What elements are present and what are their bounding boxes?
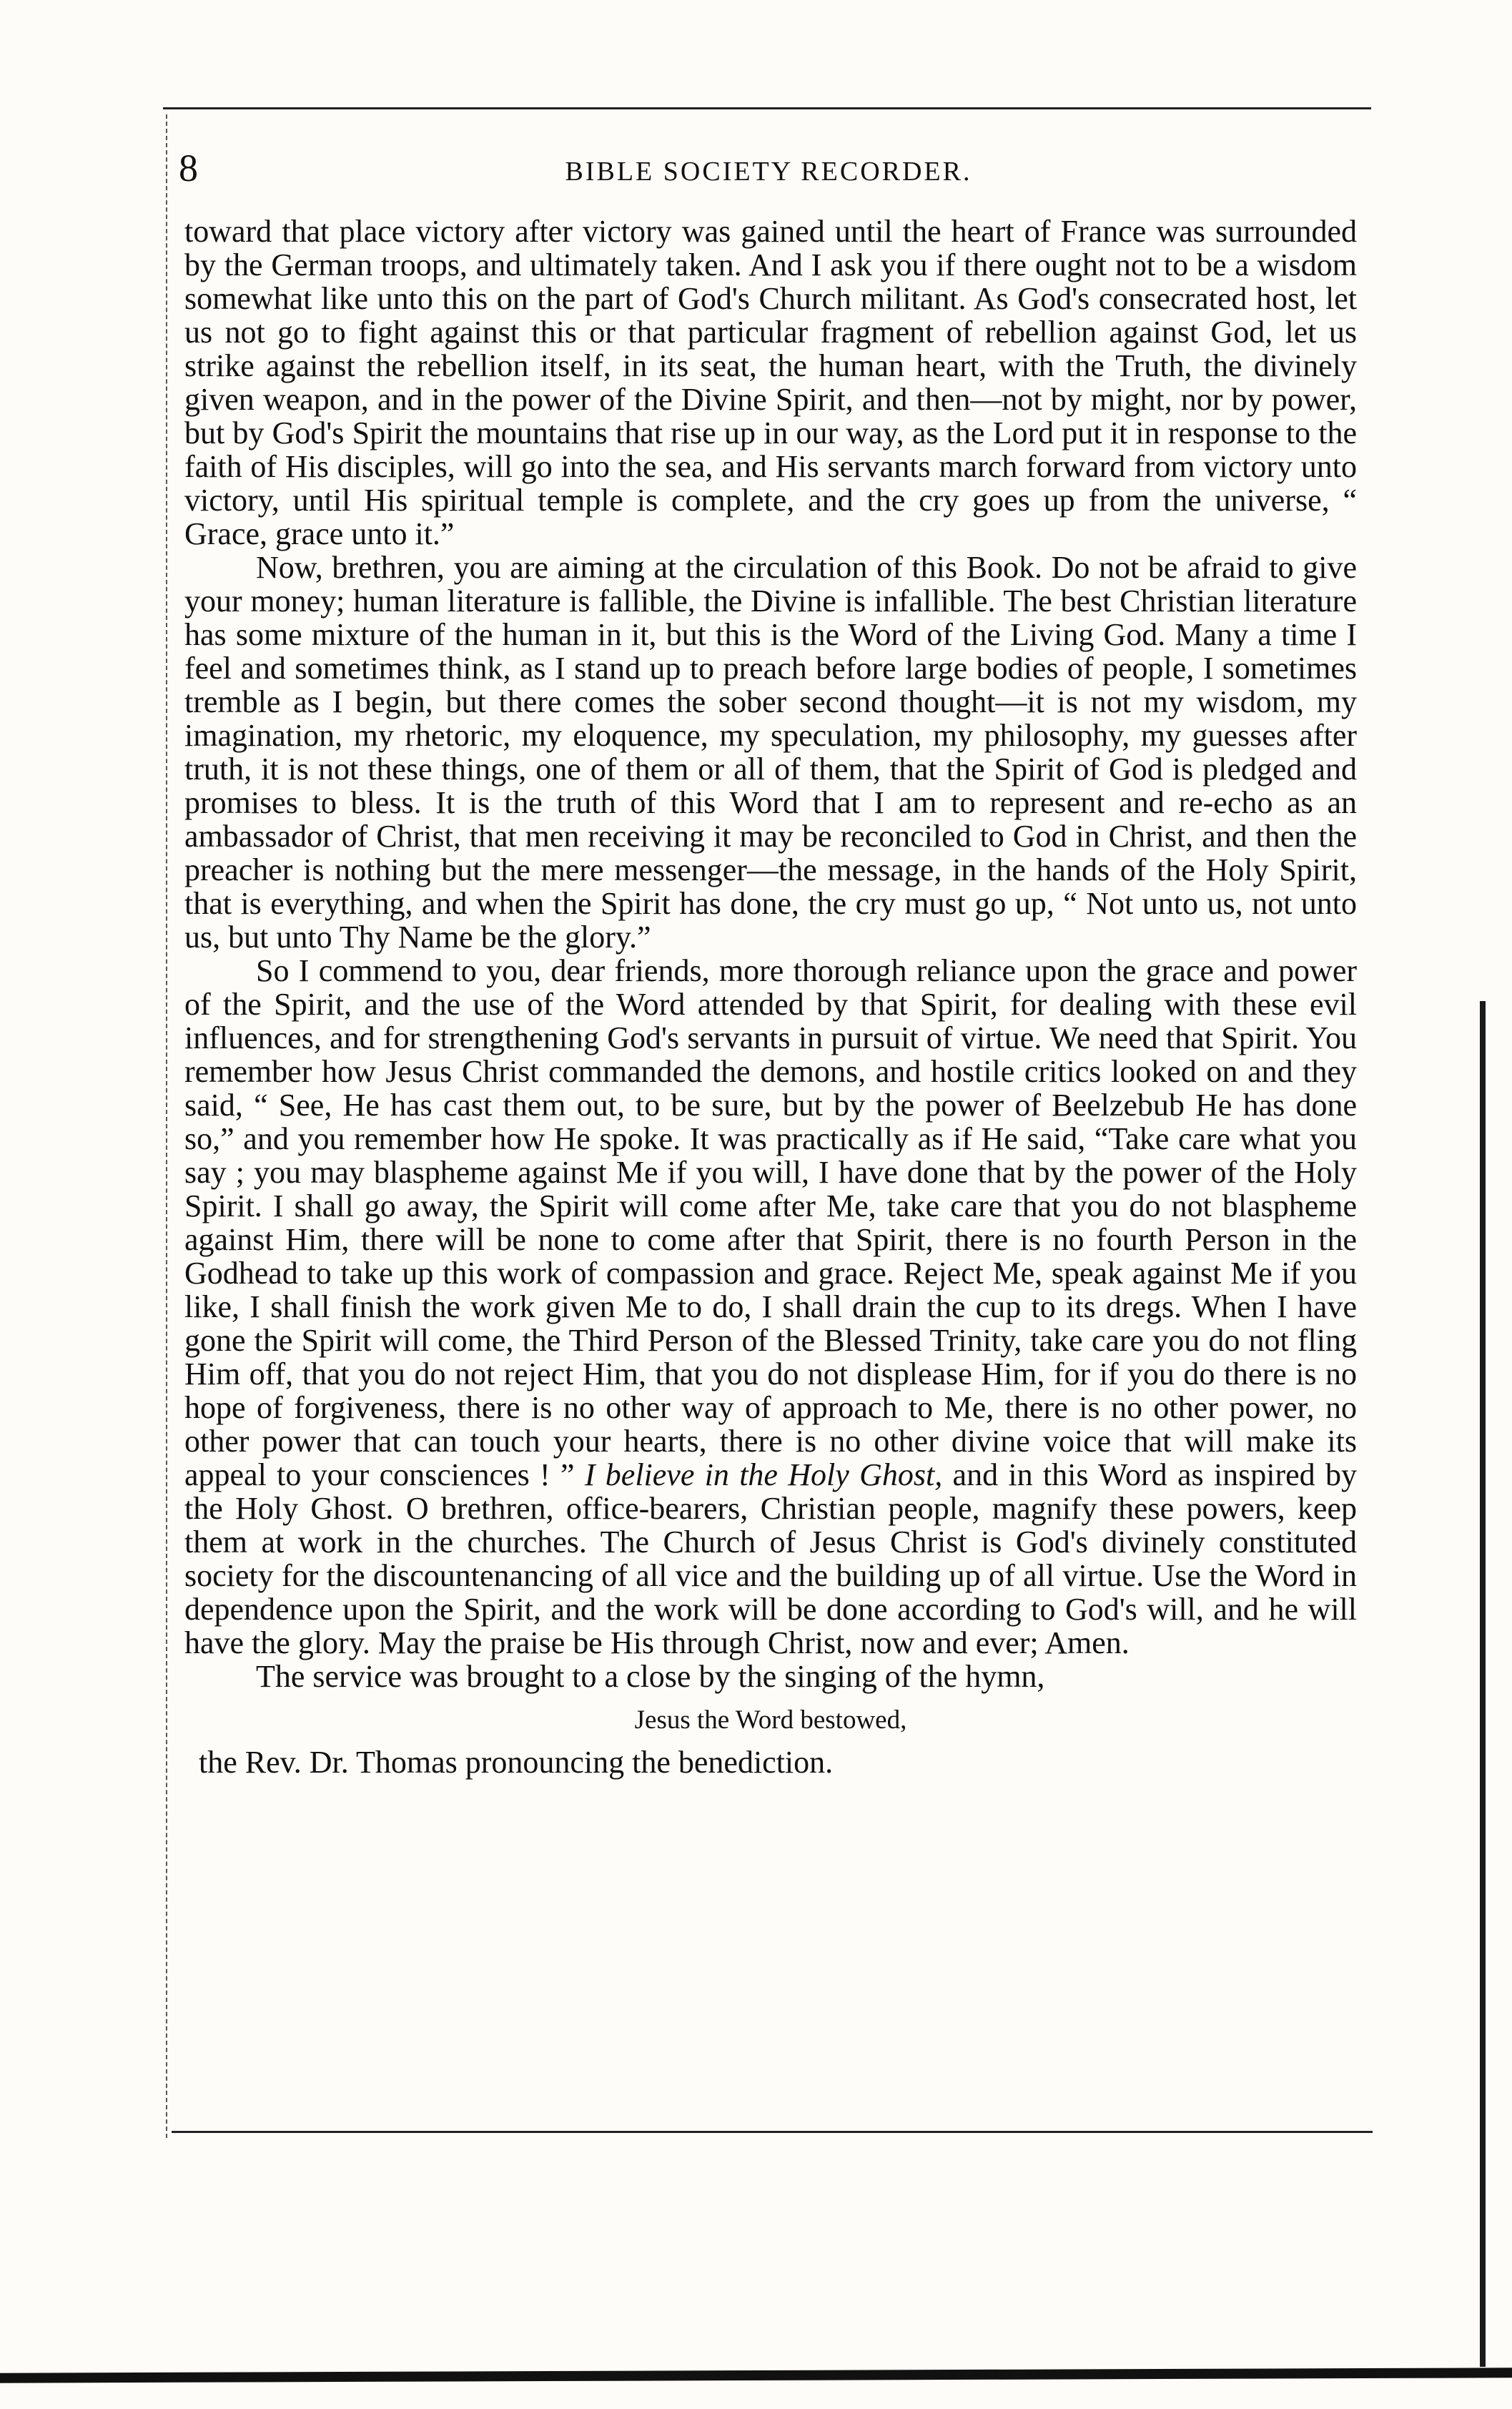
paragraph-4: The service was brought to a close by the singing of the hymn,: [256, 1659, 1045, 1694]
top-rule: [163, 107, 1371, 109]
paragraph-2: Now, brethren, you are aiming at the circulation of this Book. Do not be afraid to give your money; human literature is fallible, the Divine is infallible. The best Christian literature has some mixture of the human in it, but this is the Word of the Living God. Many a time I feel and sometimes think, as I stand up to preach before large bodies of people, I sometimes tremble as I begin, but there comes the sober second thought—it is not my wisdom, my imagination, my rhetoric, my eloquence, my speculation, my philosophy, my guesses after truth, it is not these things, one of them or all of them, that the Spirit of God is pledged and promises to bless. It is the truth of this Word that I am to represent and re-echo as an ambassador of Christ, that men receiving it may be reconciled to God in Christ, and then the preacher is nothing but the mere messenger—the message, in the hands of the Holy Spirit, that is everything, and when the Spirit has done, the cry must go up, “ Not unto us, not unto us, but unto Thy Name be the glory.”: [184, 550, 1357, 955]
page-bottom-edge: [0, 2368, 1512, 2383]
page-right-edge: [1480, 1001, 1486, 2367]
paragraph-1: toward that place victory after victory was gained until the heart of France was surrounded by the German troops, and ultimately taken. And I ask you if there ought not to be a wisdom somewhat like unto this on the part of God's Church militant. As God's consecrated host, let us not go to fight against this or that particular fragment of rebellion against God, let us strike against the rebellion itself, in its seat, the human heart, with the Truth, the divinely given weapon, and in the power of the Divine Spirit, and then—not by might, nor by power, but by God's Spirit the mountains that rise up in our way, as the Lord put it in response to the faith of His disciples, will go into the sea, and His servants march forward from victory unto victory, until His spiritual temple is complete, and the cry goes up from the universe, “ Grace, grace unto it.”: [184, 214, 1357, 551]
page-number: 8: [179, 147, 198, 189]
article-body: [184, 215, 1357, 1779]
closing-line: the Rev. Dr. Thomas pronouncing the benediction.: [199, 1745, 834, 1780]
paragraph-3-italic: I believe in the Holy Ghost,: [584, 1457, 943, 1492]
bottom-rule: [172, 2131, 1373, 2133]
paragraph-3: [184, 954, 1357, 1660]
page-header: [179, 147, 1358, 204]
left-margin-line: [166, 114, 167, 2138]
hymn-title: Jesus the Word bestowed,: [634, 1705, 907, 1735]
paragraph-3-part-a: So I commend to you, dear friends, more thorough reliance upon the grace and power of the Spirit, and the use of the Word attended by that Spirit, for dealing with these evil influences, and for strengthening God's servants in pursuit of virtue. We need that Spirit. You remember how Jesus Christ commanded the demons, and hostile critics looked on and they said, “ See, He has cast them out, to be sure, but by the power of Beelzebub He has done so,” and you remember how He spoke. It was practically as if He said, “Take care what you say ; you may blaspheme against Me if you will, I have done that by the power of the Holy Spirit. I shall go away, the Spirit will come after Me, take care that you do not blaspheme against Him, there will be none to come after that Spirit, there is no fourth Person in the Godhead to take up this work of compassion and grace. Reject Me, speak against Me if you like, I shall finish the work given Me to do, I shall drain the cup to its dregs. When I have gone the Spirit will come, the Third Person of the Blessed Trinity, take care you do not fling Him off, that you do not reject Him, that you do not displease Him, for if you do there is no hope of forgiveness, there is no other way of approach to Me, there is no other power, no other power that can touch your hearts, there is no other divine voice that will make its appeal to your consciences ! ”: [184, 953, 1357, 1492]
paragraph-3-part-b: and in this Word as inspired by the Holy Ghost. O brethren, office-bearers, Christian people, magnify these powers, keep them at work in the churches. The Church of Jesus Christ is God's divinely constituted society for the discountenancing of all vice and the building up of all virtue. Use the Word in dependence upon the Spirit, and the work will be done according to God's will, and he will have the glory. May the praise be His through Christ, now and ever; Amen.: [184, 1457, 1357, 1660]
running-title: BIBLE SOCIETY RECORDER.: [565, 157, 972, 187]
